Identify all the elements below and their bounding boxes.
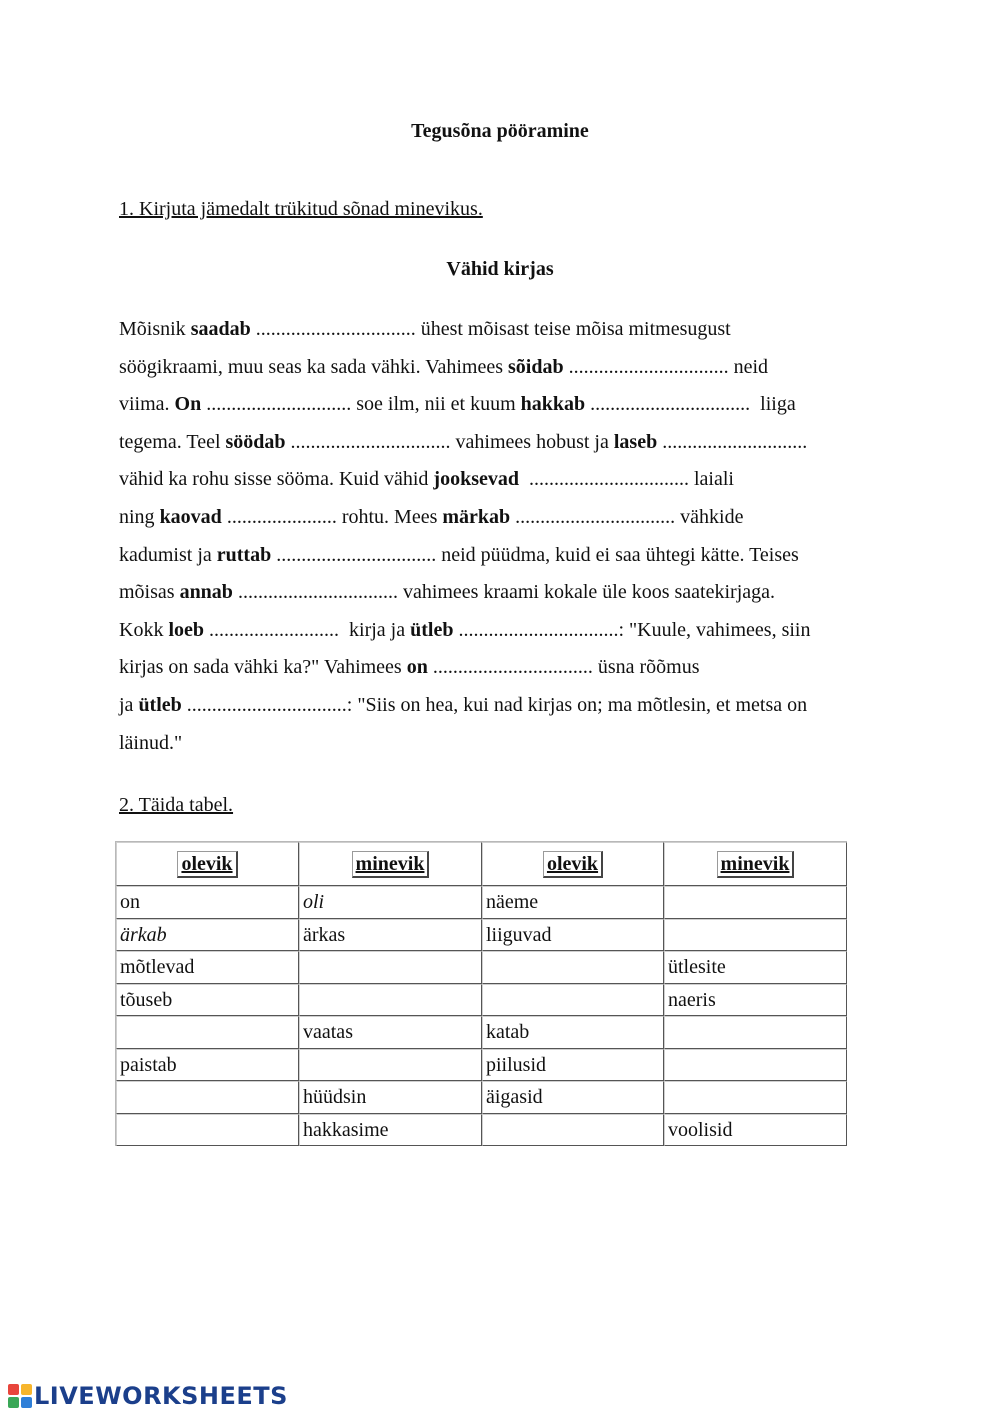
answer-cell[interactable] (664, 1081, 847, 1114)
answer-cell[interactable] (482, 1114, 664, 1147)
answer-cell[interactable] (664, 886, 847, 919)
story-text-segment: mõisas (119, 581, 180, 604)
story-text-segment: ................................ vähkide (510, 505, 744, 528)
story-text-segment: ning (119, 505, 160, 528)
table-cell: voolisid (664, 1114, 847, 1147)
story-line (119, 466, 810, 504)
story-line (119, 391, 810, 429)
story-text-segment: kadumist ja (119, 543, 217, 566)
story-text-segment: ja (119, 693, 139, 716)
table-cell: tõuseb (116, 984, 299, 1017)
table-cell: äigasid (482, 1081, 664, 1114)
table-cell: ärkas (299, 919, 482, 952)
story-text-segment: ................................ vahimees hobust ja (285, 430, 614, 453)
table-row (116, 984, 847, 1017)
answer-cell[interactable] (664, 919, 847, 952)
table-cell: ärkab (116, 919, 299, 952)
verb-table (115, 841, 847, 1146)
story-text-segment: ................................ neid püüdma, kuid ei saa ühtegi kätte. Teises (271, 543, 799, 566)
bold-verb: ruttab (216, 543, 272, 566)
story-text-segment: tegema. Teel (119, 430, 226, 453)
table-header-label: minevik (717, 851, 795, 878)
bold-verb: On (174, 393, 202, 416)
story-text-segment: ................................ neid (563, 355, 769, 378)
story-text-segment: ...................... rohtu. Mees (221, 505, 443, 528)
story-line (119, 617, 810, 655)
table-cell: oli (299, 886, 482, 919)
bold-verb: ütleb (410, 618, 454, 641)
table-header-cell (116, 842, 299, 886)
story-text-segment: viima. (119, 393, 175, 416)
story-text-segment: ................................ üsna rõõmus (427, 656, 700, 679)
story-text (119, 316, 810, 767)
bold-verb: söödab (225, 430, 286, 453)
task-1-instruction: 1. Kirjuta jämedalt trükitud sõnad minevikus. (119, 198, 483, 220)
story-text-segment: Kokk (119, 618, 169, 641)
story-line (119, 579, 810, 617)
story-line (119, 692, 810, 730)
story-line (119, 429, 810, 467)
liveworksheets-logo[interactable] (8, 1382, 288, 1410)
bold-verb: jooksevad (433, 468, 519, 491)
table-row (116, 1114, 847, 1147)
table-cell: katab (482, 1016, 664, 1049)
table-cell: on (116, 886, 299, 919)
answer-cell[interactable] (664, 1049, 847, 1082)
bold-verb: kaovad (159, 505, 222, 528)
table-header-label: olevik (177, 851, 237, 878)
story-text-segment: ................................ laiali (518, 468, 734, 491)
story-text-segment: ................................ vahimees kraami kokale üle koos saatekirjaga. (232, 581, 776, 604)
story-title: Vähid kirjas (446, 258, 554, 280)
table-row (116, 1049, 847, 1082)
table-cell: naeris (664, 984, 847, 1017)
answer-cell[interactable] (664, 1016, 847, 1049)
bold-verb: laseb (613, 430, 658, 453)
answer-cell[interactable] (299, 984, 482, 1017)
bold-verb: ütleb (138, 693, 182, 716)
story-line (119, 542, 810, 580)
answer-cell[interactable] (116, 1081, 299, 1114)
table-header-cell (299, 842, 482, 886)
bold-verb: hakkab (520, 393, 586, 416)
story-text-segment: söögikraami, muu seas ka sada vähki. Vahimees (119, 355, 508, 378)
story-line (119, 316, 810, 354)
table-header-cell (664, 842, 847, 886)
table-cell: ütlesite (664, 951, 847, 984)
bold-verb: on (406, 656, 428, 679)
table-row (116, 1016, 847, 1049)
story-text-segment: ................................: "Kuule, vahimees, siin (453, 618, 811, 641)
table-header-cell (482, 842, 664, 886)
story-text-segment: ............................. (657, 430, 808, 453)
table-row (116, 919, 847, 952)
bold-verb: annab (179, 581, 233, 604)
story-text-segment: vähid ka rohu sisse sööma. Kuid vähid (119, 468, 434, 491)
page-title: Tegusõna pööramine (411, 120, 589, 142)
table-row (116, 1081, 847, 1114)
story-text-segment: ................................ ühest mõisast teise mõisa mitmesugust (250, 318, 731, 340)
bold-verb: saadab (190, 318, 251, 340)
table-cell: piilusid (482, 1049, 664, 1082)
liveworksheets-logo-icon (8, 1384, 32, 1408)
bold-verb: loeb (168, 618, 205, 641)
table-cell: paistab (116, 1049, 299, 1082)
table-row (116, 951, 847, 984)
story-text-segment: ................................: "Siis on hea, kui nad kirjas on; ma mõtlesin, et metsa on (181, 693, 808, 716)
bold-verb: märkab (442, 505, 511, 528)
answer-cell[interactable] (116, 1114, 299, 1147)
logo-text: LIVEWORKSHEETS (34, 1382, 288, 1410)
story-line (119, 354, 810, 392)
story-line (119, 654, 810, 692)
story-text-segment: .......................... kirja ja (204, 618, 411, 641)
table-cell: mõtlevad (116, 951, 299, 984)
table-body (116, 886, 847, 1146)
answer-cell[interactable] (299, 951, 482, 984)
table-header-label: minevik (352, 851, 430, 878)
table-header-row (116, 842, 847, 886)
story-line (119, 504, 810, 542)
bold-verb: sõidab (507, 355, 564, 378)
answer-cell[interactable] (299, 1049, 482, 1082)
story-text-segment: läinud." (119, 731, 183, 754)
story-text-segment: kirjas on sada vähki ka?" Vahimees (119, 656, 407, 679)
story-text-segment: ............................. soe ilm, nii et kuum (201, 393, 521, 416)
answer-cell[interactable] (482, 951, 664, 984)
table-cell: liiguvad (482, 919, 664, 952)
story-text-segment: ................................ liiga (585, 393, 796, 416)
answer-cell[interactable] (116, 1016, 299, 1049)
table-row (116, 886, 847, 919)
table-cell: näeme (482, 886, 664, 919)
table-cell: vaatas (299, 1016, 482, 1049)
table-header-label: olevik (543, 851, 603, 878)
task-2-instruction: 2. Täida tabel. (119, 794, 234, 816)
answer-cell[interactable] (482, 984, 664, 1017)
table-cell: hüüdsin (299, 1081, 482, 1114)
table-cell: hakkasime (299, 1114, 482, 1147)
story-line (119, 730, 810, 768)
story-text-segment: Mõisnik (119, 318, 191, 340)
